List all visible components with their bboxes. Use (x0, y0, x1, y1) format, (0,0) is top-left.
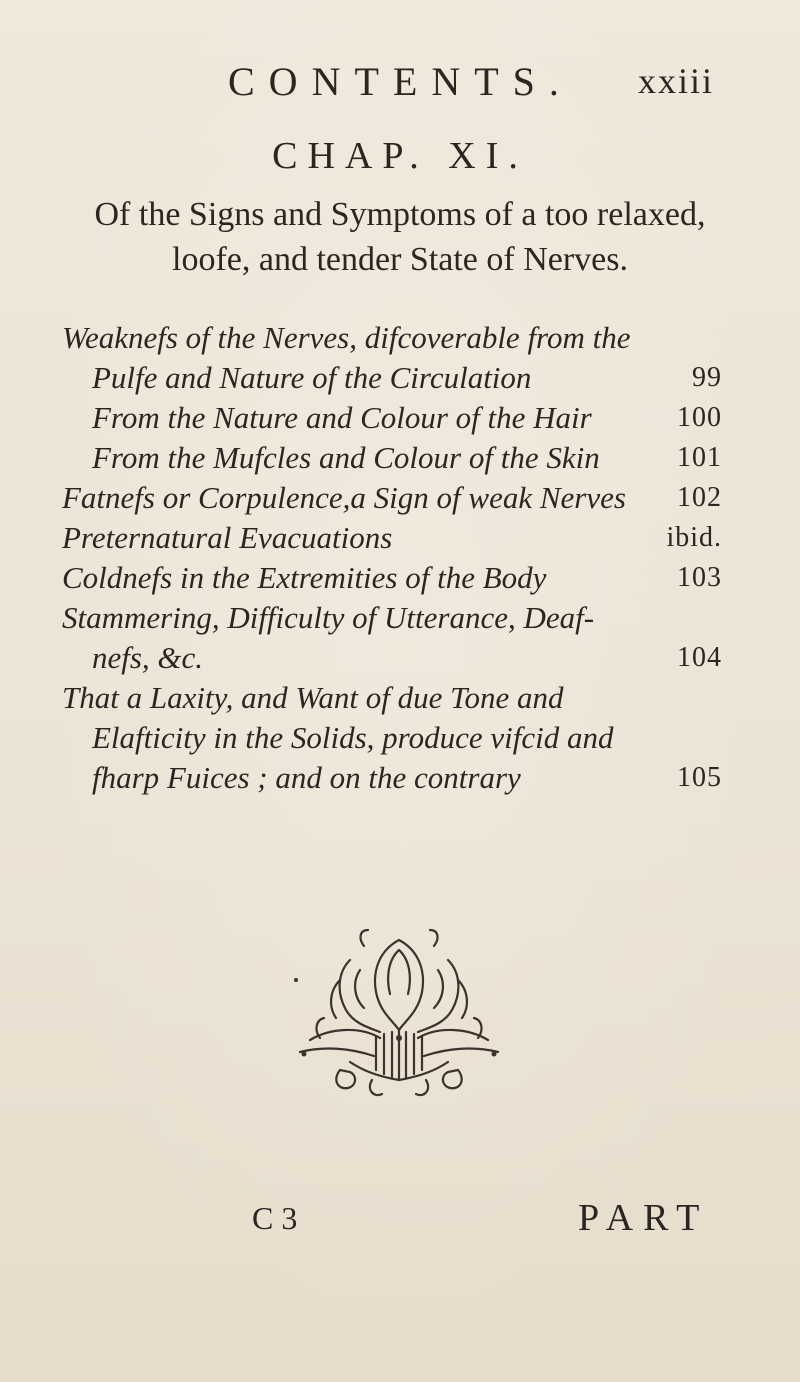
entry-page: 100 (677, 402, 722, 433)
entry-page: 104 (677, 642, 722, 673)
page-number: xxiii (637, 61, 714, 101)
entry-text: Fatnefs or Corpulence,a Sign of weak Nerves (62, 480, 626, 515)
contents-entry (62, 558, 722, 598)
entry-page: 103 (677, 562, 722, 593)
entry-text: Preternatural Evacuations (62, 520, 393, 555)
entry-page: 99 (692, 362, 722, 393)
contents-entry (62, 678, 722, 798)
entry-text: From the Mufcles and Colour of the Skin (92, 440, 600, 475)
chapter-title-line-1: Of the Signs and Symptoms of a too relaxed, (94, 196, 706, 233)
contents-entry (62, 478, 722, 518)
contents-entry (62, 518, 722, 558)
running-title: CONTENTS. (228, 59, 573, 104)
entry-text: From the Nature and Colour of the Hair (92, 400, 592, 435)
chapter-title-line-2: loofe, and tender State of Nerves. (172, 241, 628, 278)
chapter-heading: CHAP. XI. (272, 135, 528, 177)
entry-text: That a Laxity, and Want of due Tone and (62, 680, 564, 715)
entry-text: fharp Fuices ; and on the contrary (92, 760, 521, 795)
entry-text: Stammering, Difficulty of Utterance, Deaf- (62, 600, 595, 635)
entry-text: Elafticity in the Solids, produce vifcid and (92, 720, 614, 755)
contents-entry (62, 598, 722, 678)
contents-entry (62, 398, 722, 438)
contents-entry (62, 318, 722, 398)
catchword: PART (578, 1197, 710, 1239)
entry-text: Pulfe and Nature of the Circulation (92, 360, 532, 395)
running-header (0, 58, 800, 108)
signature-mark: C 3 (252, 1200, 298, 1236)
entry-page: 102 (677, 482, 722, 513)
entry-text: Weaknefs of the Nerves, difcoverable from the (62, 320, 631, 355)
entry-page: 101 (677, 442, 722, 473)
entry-page: 105 (677, 762, 722, 793)
floral-tailpiece-icon (280, 920, 518, 1100)
entry-text: Coldnefs in the Extremities of the Body (62, 560, 547, 595)
entry-page: ibid. (666, 522, 722, 553)
entry-text: nefs, &c. (92, 640, 204, 675)
contents-entry (62, 438, 722, 478)
chapter-title (40, 192, 760, 282)
